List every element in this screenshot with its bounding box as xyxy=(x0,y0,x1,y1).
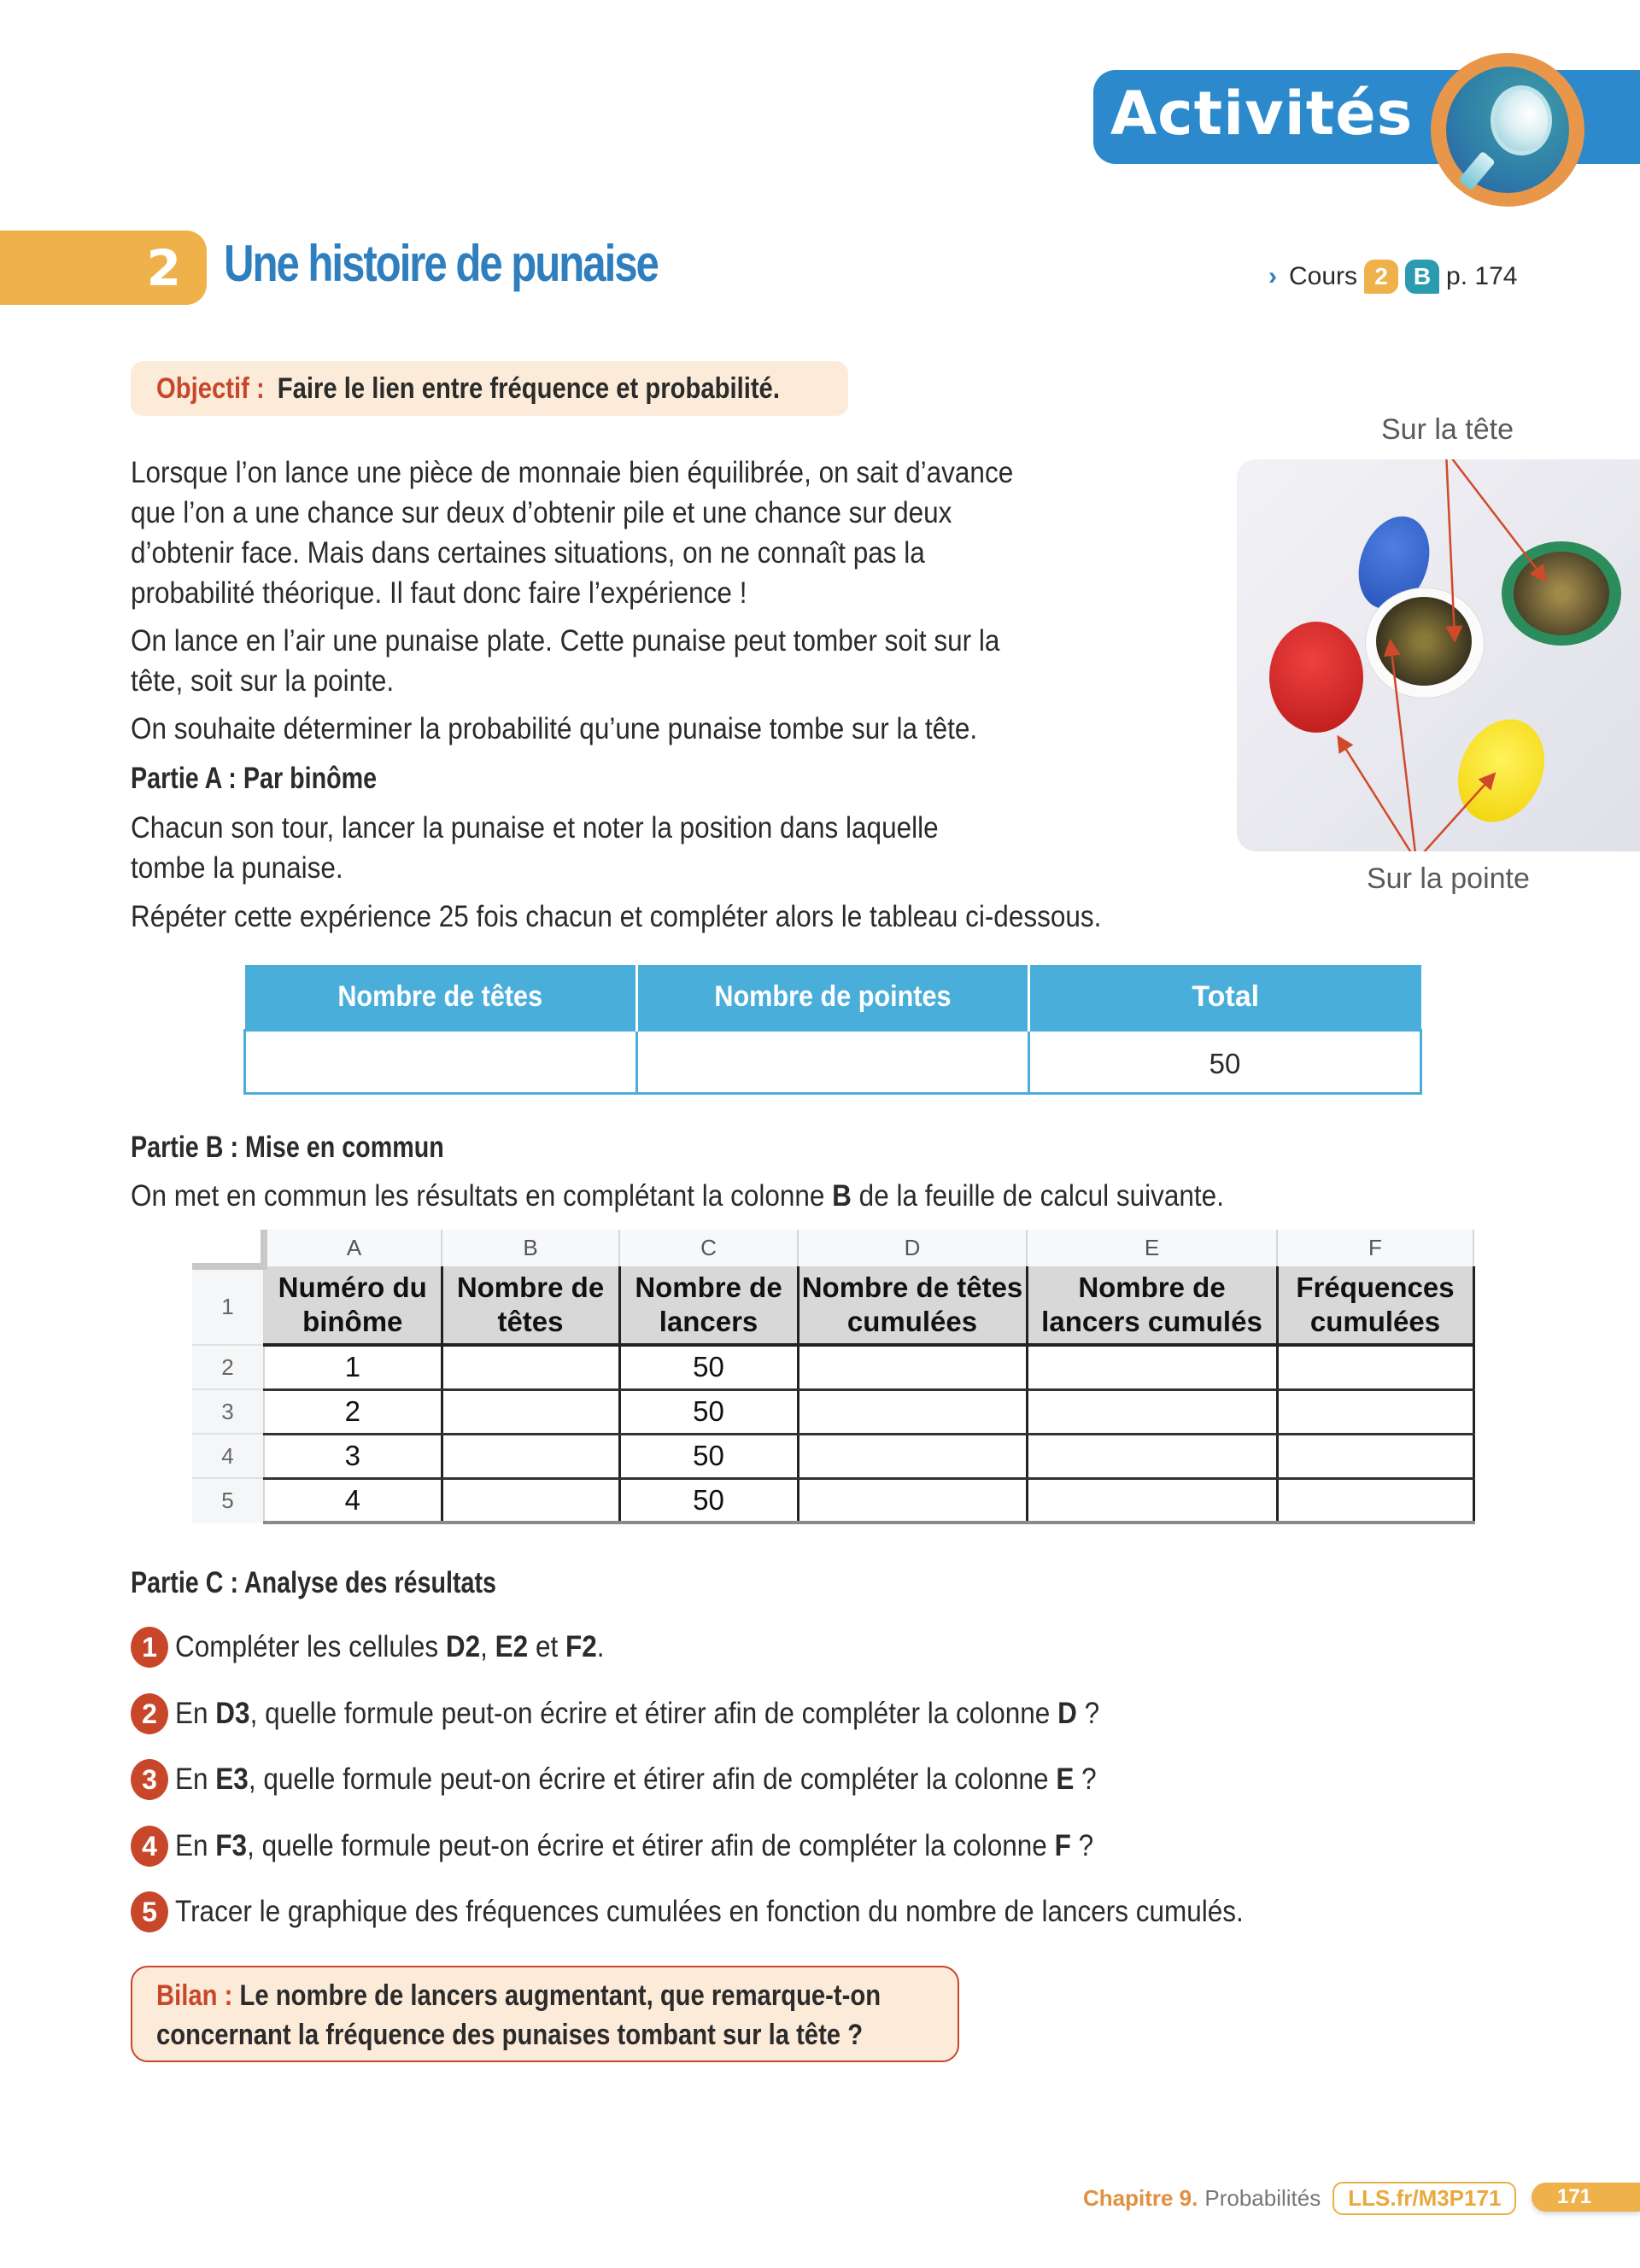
bilan-box xyxy=(131,1966,959,2062)
partie-a-instruction: Répéter cette expérience 25 fois chacun et compléter alors le tableau ci-dessous. xyxy=(131,900,1102,933)
cours-label: Cours xyxy=(1289,262,1358,290)
header-cell-c1[interactable]: Nombre de lancers xyxy=(619,1266,798,1345)
page-footer xyxy=(1083,2179,1516,2217)
column-header-c[interactable]: C xyxy=(619,1230,798,1266)
row-header-5[interactable]: 5 xyxy=(192,1478,264,1523)
question-number-badge: 3 xyxy=(131,1759,168,1800)
column-header-a[interactable]: A xyxy=(264,1230,442,1266)
partie-a-heading: Partie A : Par binôme xyxy=(131,762,378,795)
cell-e5[interactable] xyxy=(1027,1478,1277,1523)
objectif-text: Faire le lien entre fréquence et probabilité. xyxy=(277,371,780,405)
intro-line: d’obtenir face. Mais dans certaines situations, on ne connaît pas la xyxy=(131,536,925,570)
cours-badge-letter: B xyxy=(1405,260,1439,294)
intro-line: probabilité théorique. Il faut donc faire l’expérience ! xyxy=(131,576,747,610)
section-title: Une histoire de punaise xyxy=(224,235,658,292)
row-header-3[interactable]: 3 xyxy=(192,1389,264,1434)
cell-d4[interactable] xyxy=(798,1434,1027,1478)
cell-f3[interactable] xyxy=(1277,1389,1473,1434)
cell-nombre-tetes[interactable] xyxy=(245,1030,637,1093)
cell-b3[interactable] xyxy=(442,1389,619,1434)
column-header-d[interactable]: D xyxy=(798,1230,1027,1266)
table-row xyxy=(245,1030,1421,1093)
cell-b2[interactable] xyxy=(442,1345,619,1389)
cours-reference-link[interactable] xyxy=(1268,258,1517,295)
cell-f2[interactable] xyxy=(1277,1345,1473,1389)
partie-a-line: tombe la punaise. xyxy=(131,851,343,885)
table-row xyxy=(192,1389,1473,1434)
column-header-e[interactable]: E xyxy=(1027,1230,1277,1266)
bilan-label: Bilan : xyxy=(156,1979,233,2012)
cell-total: 50 xyxy=(1029,1030,1421,1093)
bilan-line-1: Le nombre de lancers augmentant, que remarque-t-on xyxy=(239,1979,882,2012)
table-row xyxy=(192,1345,1473,1389)
cell-d5[interactable] xyxy=(798,1478,1027,1523)
partie-c-heading: Partie C : Analyse des résultats xyxy=(131,1566,497,1599)
punaises-photo xyxy=(1237,459,1640,851)
question-3: 3 En E3, quelle formule peut-on écrire et étirer afin de compléter la colonne E ? xyxy=(131,1759,1199,1800)
header-total: Total xyxy=(1029,965,1421,1030)
question-number-badge: 5 xyxy=(131,1891,168,1932)
sheet-corner[interactable] xyxy=(192,1230,264,1266)
row-header-2[interactable]: 2 xyxy=(192,1345,264,1389)
header-cell-d1[interactable]: Nombre de têtes cumulées xyxy=(798,1266,1027,1345)
partie-a-line: Chacun son tour, lancer la punaise et noter la position dans laquelle xyxy=(131,811,939,845)
punaise-paragraph xyxy=(131,621,1096,701)
footer-link[interactable]: LLS.fr/M3P171 xyxy=(1332,2182,1516,2215)
cell-nombre-pointes[interactable] xyxy=(637,1030,1029,1093)
question-number-badge: 1 xyxy=(131,1627,168,1668)
header-cell-a1[interactable]: Numéro du binôme xyxy=(264,1266,442,1345)
punaise-line: tête, soit sur la pointe. xyxy=(131,664,395,698)
cell-a4[interactable]: 3 xyxy=(264,1434,442,1478)
footer-subject: Probabilités xyxy=(1204,2184,1321,2211)
intro-line: Lorsque l’on lance une pièce de monnaie bien équilibrée, on sait d’avance xyxy=(131,456,1014,489)
partie-a-paragraph xyxy=(131,808,1028,888)
section-number: 2 xyxy=(146,239,181,297)
cell-b4[interactable] xyxy=(442,1434,619,1478)
header-nombre-pointes: Nombre de pointes xyxy=(637,965,1029,1030)
header-cell-e1[interactable]: Nombre de lancers cumulés xyxy=(1027,1266,1277,1345)
cell-c4[interactable]: 50 xyxy=(619,1434,798,1478)
cell-d2[interactable] xyxy=(798,1345,1027,1389)
page-number: 171 xyxy=(1532,2183,1640,2212)
objectif-label: Objectif : xyxy=(156,371,265,405)
cours-badge-number: 2 xyxy=(1364,260,1398,294)
header-cell-f1[interactable]: Fréquences cumulées xyxy=(1277,1266,1473,1345)
cell-e4[interactable] xyxy=(1027,1434,1277,1478)
activites-banner xyxy=(1093,70,1640,164)
table-row xyxy=(192,1434,1473,1478)
cell-c5[interactable]: 50 xyxy=(619,1478,798,1523)
question-1: 1 Compléter les cellules D2, E2 et F2. xyxy=(131,1627,652,1668)
cell-a2[interactable]: 1 xyxy=(264,1345,442,1389)
spreadsheet xyxy=(192,1230,1475,1524)
label-sur-la-tete: Sur la tête xyxy=(1381,413,1514,446)
cell-a5[interactable]: 4 xyxy=(264,1478,442,1523)
cell-e2[interactable] xyxy=(1027,1345,1277,1389)
chevron-right-icon: › xyxy=(1268,262,1277,290)
question-2: 2 En D3, quelle formule peut-on écrire et étirer afin de compléter la colonne D ? xyxy=(131,1693,1202,1734)
question-number-badge: 2 xyxy=(131,1693,168,1734)
section-number-tab xyxy=(0,231,207,305)
row-header-1[interactable]: 1 xyxy=(192,1266,264,1345)
cell-b5[interactable] xyxy=(442,1478,619,1523)
arrows-overlay xyxy=(1237,459,1640,851)
punaise-line: On lance en l’air une punaise plate. Cette punaise peut tomber soit sur la xyxy=(131,624,1000,658)
objectif-box xyxy=(131,361,848,416)
question-number-badge: 4 xyxy=(131,1826,168,1867)
objective-sentence: On souhaite déterminer la probabilité qu’une punaise tombe sur la tête. xyxy=(131,712,978,745)
intro-paragraph xyxy=(131,453,1111,613)
row-header-4[interactable]: 4 xyxy=(192,1434,264,1478)
cell-f4[interactable] xyxy=(1277,1434,1473,1478)
cours-page: p. 174 xyxy=(1446,262,1518,290)
magnifier-icon xyxy=(1431,53,1584,207)
cell-a3[interactable]: 2 xyxy=(264,1389,442,1434)
question-4: 4 En F3, quelle formule peut-on écrire et étirer afin de compléter la colonne F ? xyxy=(131,1826,1196,1867)
bilan-line-2: concernant la fréquence des punaises tombant sur la tête ? xyxy=(156,2019,864,2051)
cell-e3[interactable] xyxy=(1027,1389,1277,1434)
intro-line: que l’on a une chance sur deux d’obtenir pile et une chance sur deux xyxy=(131,496,952,529)
banner-title: Activités xyxy=(1110,79,1414,149)
column-header-f[interactable]: F xyxy=(1277,1230,1473,1266)
footer-chapter: Chapitre 9. xyxy=(1083,2184,1198,2211)
cell-c3[interactable]: 50 xyxy=(619,1389,798,1434)
table-row xyxy=(192,1478,1473,1523)
cell-d3[interactable] xyxy=(798,1389,1027,1434)
header-cell-b1[interactable]: Nombre de têtes xyxy=(442,1266,619,1345)
label-sur-la-pointe: Sur la pointe xyxy=(1367,862,1530,895)
cell-f5[interactable] xyxy=(1277,1478,1473,1523)
column-header-b[interactable]: B xyxy=(442,1230,619,1266)
partie-b-heading: Partie B : Mise en commun xyxy=(131,1131,444,1164)
partie-b-text: On met en commun les résultats en complétant la colonne B de la feuille de calcul suivante. xyxy=(131,1179,1224,1213)
question-5: 5 Tracer le graphique des fréquences cumulées en fonction du nombre de lancers cumulés. xyxy=(131,1891,1362,1932)
header-nombre-tetes: Nombre de têtes xyxy=(245,965,637,1030)
cell-c2[interactable]: 50 xyxy=(619,1345,798,1389)
results-table xyxy=(243,965,1422,1095)
